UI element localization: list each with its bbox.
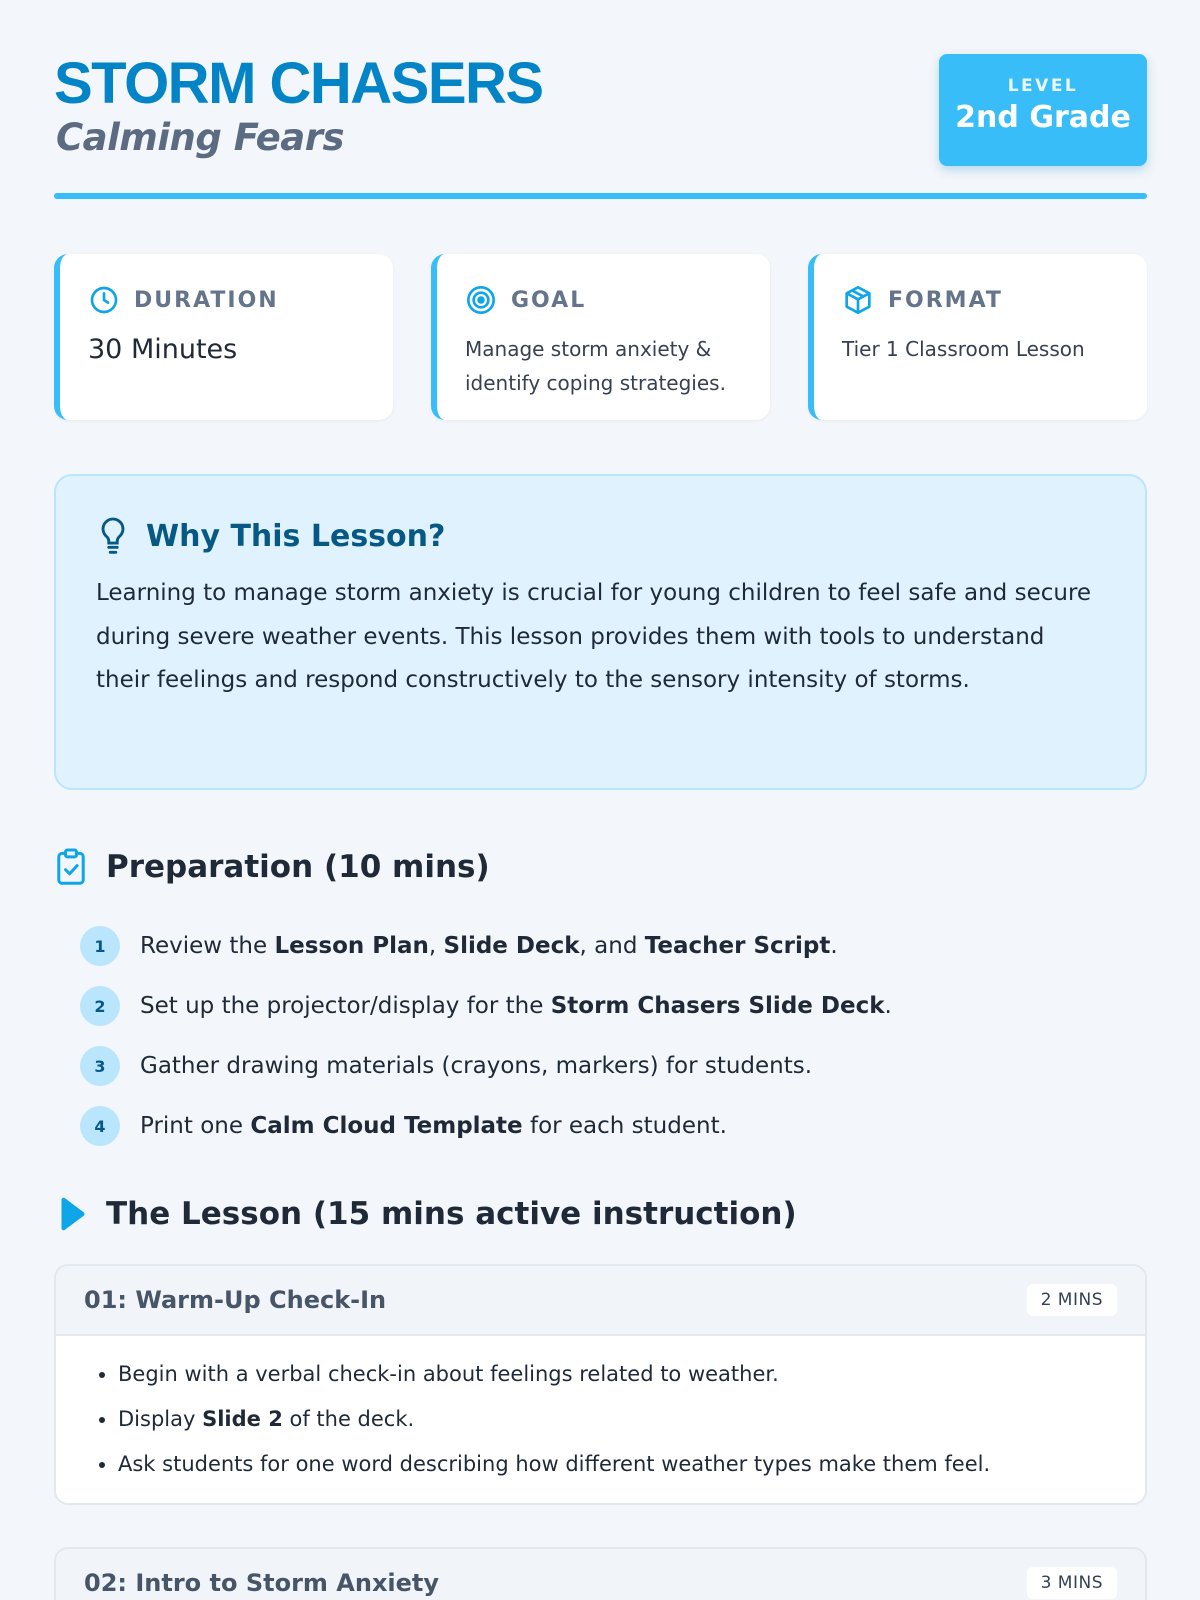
format-value: Tier 1 Classroom Lesson [842,337,1085,361]
bullet-text: of the deck. [282,1407,415,1431]
preparation-heading [54,848,490,886]
info-cards [54,254,1147,420]
play-icon [54,1195,88,1233]
prep-text: , and [579,933,645,959]
prep-bold: Teacher Script [644,933,831,959]
page-header [54,0,1147,200]
preparation-title: Preparation (10 mins) [106,849,490,885]
why-title: Why This Lesson? [146,518,446,554]
goal-value: Manage storm anxiety & identify coping strategies. [465,337,726,395]
goal-label: GOAL [511,287,587,313]
step-bullet [118,1397,1145,1442]
clock-icon [88,284,120,316]
bullet-bold: Slide 2 [202,1407,283,1431]
step-title: 01: Warm-Up Check-In [84,1286,387,1314]
prep-item [80,976,1080,1036]
duration-label: DURATION [134,287,279,313]
goal-card [431,254,770,420]
prep-bold: Lesson Plan [274,933,429,959]
why-text: Learning to manage storm anxiety is crucial for young children to feel safe and secure during severe weather events. This lesson provides them with tools to understand their feelings and respond constructively to the sensory intensity of storms. [96,580,1092,693]
why-lesson-box [54,474,1147,790]
format-card [808,254,1147,420]
prep-text: . [830,933,838,959]
prep-item [80,1096,1080,1156]
step-bullet [118,1352,1145,1397]
prep-item [80,916,1080,976]
step-header [56,1549,1145,1600]
preparation-list [80,916,1080,1156]
duration-value: 30 Minutes [88,334,238,365]
prep-item [80,1036,1080,1096]
step-number: 4 [80,1106,120,1146]
step-bullet [118,1442,1145,1487]
bullet-text: Begin with a verbal check-in about feelings related to weather. [118,1362,779,1386]
lesson-heading [54,1195,797,1233]
prep-bold: Storm Chasers Slide Deck [550,993,885,1019]
prep-text: for each student. [522,1113,727,1139]
duration-card [54,254,393,420]
bullet-text: Display [118,1407,203,1431]
step-number: 1 [80,926,120,966]
prep-text: Print one [140,1113,251,1139]
lesson-step-card [54,1264,1147,1505]
header-divider [54,193,1147,199]
prep-text: , [428,933,444,959]
level-value: 2nd Grade [955,100,1131,135]
prep-text: Review the [140,933,275,959]
page-title: STORM CHASERS [54,51,543,116]
page-subtitle: Calming Fears [56,116,344,159]
prep-text: Set up the projector/display for the [140,993,551,1019]
step-title: 02: Intro to Storm Anxiety [84,1569,440,1597]
level-label: LEVEL [1007,76,1079,96]
prep-bold: Slide Deck [443,933,580,959]
prep-bold: Calm Cloud Template [250,1113,523,1139]
step-number: 2 [80,986,120,1026]
clipboard-check-icon [54,848,88,886]
format-label: FORMAT [888,287,1003,313]
bullet-text: Ask students for one word describing how different weather types make them feel. [118,1452,991,1476]
target-icon [465,284,497,316]
step-header [56,1266,1145,1336]
level-badge [939,54,1147,166]
lesson-step-card [54,1547,1147,1600]
lesson-title: The Lesson (15 mins active instruction) [106,1196,797,1232]
step-time-badge: 3 MINS [1027,1567,1117,1599]
lightbulb-icon [96,516,130,556]
prep-text: Gather drawing materials (crayons, markers) for students. [140,1053,813,1079]
step-number: 3 [80,1046,120,1086]
prep-text: . [884,993,892,1019]
box-icon [842,284,874,316]
lesson-plan-page [54,0,1147,1597]
step-bullet-list [56,1336,1145,1503]
step-time-badge: 2 MINS [1027,1284,1117,1316]
